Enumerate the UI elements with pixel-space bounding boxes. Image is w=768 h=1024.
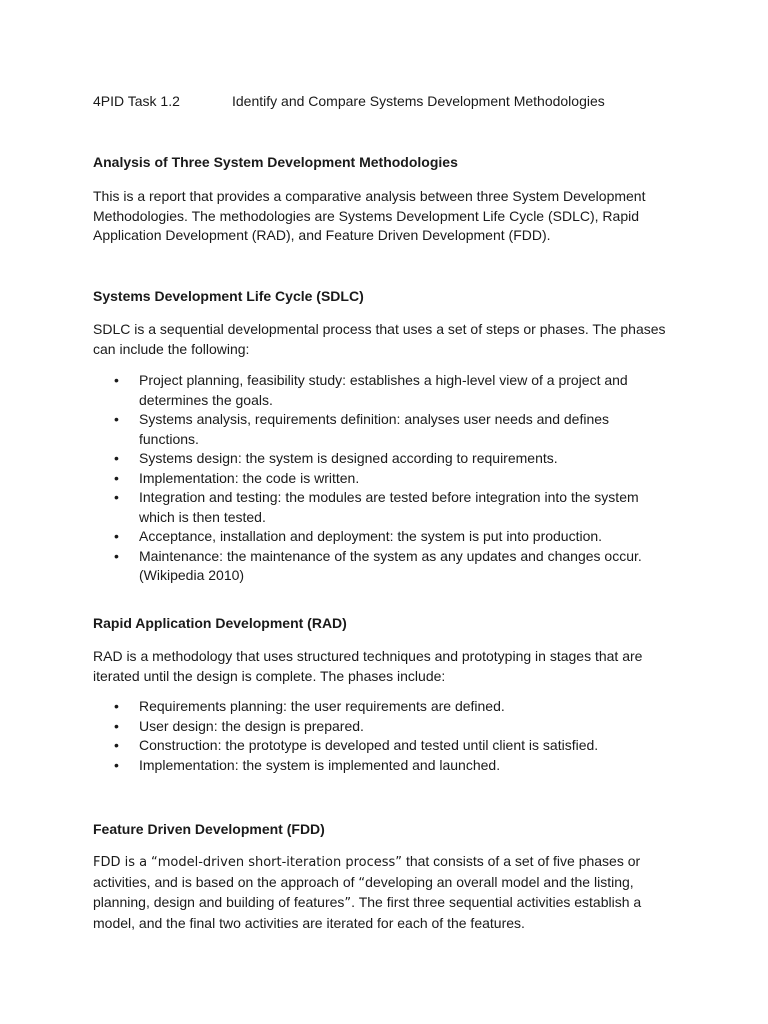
bullet-icon: •	[114, 756, 119, 773]
sdlc-heading: Systems Development Life Cycle (SDLC)	[93, 288, 364, 304]
list-item: • Project planning, feasibility study: establishes a high-level view of a project and determines the goals.	[114, 372, 628, 408]
rad-list	[93, 697, 653, 775]
list-item: • Implementation: the system is implemented and launched.	[93, 756, 653, 776]
sdlc-intro: SDLC is a sequential developmental process that uses a set of steps or phases. The phases can include the following:	[93, 321, 666, 357]
bullet-icon: •	[114, 528, 119, 544]
analysis-section	[93, 153, 693, 173]
list-item: • Construction: the prototype is developed and tested until client is satisfied.	[93, 736, 653, 756]
bullet-icon: •	[114, 717, 119, 734]
task-label: 4PID Task 1.2	[93, 93, 180, 109]
list-item: • Acceptance, installation and deployment: the system is put into production.	[93, 527, 653, 547]
bullet-icon: •	[114, 469, 119, 486]
document-header	[93, 92, 605, 112]
sdlc-section	[93, 287, 693, 307]
bullet-icon: •	[114, 489, 119, 505]
rad-list-block	[93, 697, 653, 775]
list-item: • Maintenance: the maintenance of the system as any updates and changes occur. (Wikipedia 2010)	[114, 547, 642, 583]
analysis-heading: Analysis of Three System Development Methodologies	[93, 154, 458, 170]
analysis-paragraph: This is a report that provides a comparative analysis between three System Development Methodologies. The methodologies are Systems Development Life Cycle (SDLC), Rapid Application Development (RAD), and Feature Driven Development (FDD).	[93, 188, 646, 243]
task-title: Identify and Compare Systems Development Methodologies	[232, 93, 605, 109]
bullet-icon: •	[114, 372, 119, 388]
list-item: • Integration and testing: the modules are tested before integration into the system which is then tested.	[114, 489, 639, 525]
rad-section	[93, 614, 693, 634]
bullet-icon: •	[114, 450, 119, 466]
fdd-heading: Feature Driven Development (FDD)	[93, 821, 325, 837]
sdlc-list-block	[93, 371, 653, 586]
list-item: • Requirements planning: the user requirements are defined.	[93, 697, 653, 717]
sdlc-intro-block	[93, 320, 683, 359]
bullet-icon: •	[114, 698, 119, 714]
fdd-quote: “model-driven short-iteration process”	[151, 855, 403, 870]
fdd-section	[93, 820, 693, 840]
rad-intro-block	[93, 647, 663, 686]
bullet-icon: •	[114, 547, 119, 564]
analysis-body	[93, 187, 663, 246]
fdd-body	[93, 852, 653, 933]
list-item: • Implementation: the code is written.	[93, 469, 653, 489]
list-item: • User design: the design is prepared.	[93, 717, 653, 737]
rad-intro: RAD is a methodology that uses structured techniques and prototyping in stages that are iterated until the design is complete. The phases include:	[93, 648, 643, 684]
list-item: • Systems design: the system is designed according to requirements.	[93, 449, 653, 469]
list-item: • Systems analysis, requirements definition: analyses user needs and defines functions.	[114, 411, 610, 447]
sdlc-list	[93, 371, 653, 586]
bullet-icon: •	[114, 737, 119, 753]
bullet-icon: •	[114, 411, 119, 427]
rad-heading: Rapid Application Development (RAD)	[93, 615, 347, 631]
fdd-paragraph: FDD is a “model-driven short-iteration process” that consists of a set of five phases or activities, and is based on the approach of “developing an overall model and the listing, planning, design and building of features”. The first three sequential activities establish a model, and the final two activities are iterated for each of the features.	[93, 853, 642, 931]
